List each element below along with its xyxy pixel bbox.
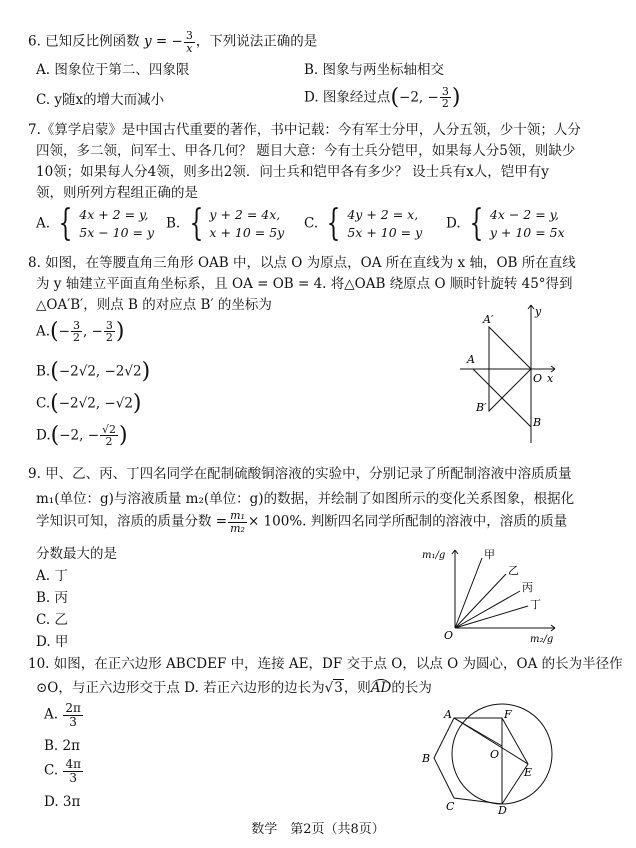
q10-option-b[interactable]: B. 2π [44,738,80,754]
q9-option-d[interactable]: D. 甲 [36,634,69,650]
q8-label-x: x [547,372,554,385]
q8-line-1: 8. 如图，在等腰直角三角形 OAB 中，以点 O 为原点，OA 所在直线为 x 轴，OB 所在直线 [28,255,576,271]
q7-line-3: 10领；如果每人分4领，则多出2领．问士兵和铠甲各有多少？ 设士兵有x人，铠甲有y [36,164,549,180]
q7-line-2: 四领，多二领，问军士、甲各几何？ 题目大意：今有士兵分铠甲，如果每人分5领，则缺少 [36,143,576,159]
q8-option-a[interactable]: A.(− $\frac{3}{2}$ , − $\frac{3}{2}$ ) [36,318,125,345]
q6-option-b[interactable]: B. 图象与两坐标轴相交 [304,62,445,78]
q10-label-f: F [504,708,512,721]
q9-line-bing [455,591,520,628]
q10-label-b: B [422,752,431,765]
q10-hexagon [434,718,528,804]
q6-function: y = − [143,33,183,50]
q8-label-y: y [535,305,542,318]
q10-option-d[interactable]: D. 3π [44,794,81,810]
q8-rotation-figure [455,303,565,448]
q8-label-b: B [533,416,542,429]
q10-line-1: 10. 如图，在正六边形 ABCDEF 中，连接 AE，DF 交于点 O，以点 O 为圆心，OA 的长为半径作 [28,656,623,672]
q10-line-2: ⊙O，与正六边形交于点 D. 若正六边形的边长为√3，则AD的长为 [36,680,432,696]
q10-label-a: A [444,708,452,721]
q10-hexagon-figure [418,702,588,820]
q9-label-yi: 乙 [508,564,519,577]
q7-option-b[interactable]: B. { y + 2 = 4x, x + 10 = 5y [166,203,285,244]
q6-stem-text-2: ，下列说法正确的是 [195,33,318,50]
q8-label-a-prime: A′ [483,313,494,326]
q9-line-4: 分数最大的是 [36,546,117,562]
q9-label-jia: 甲 [484,548,495,561]
q8-label-b-prime: B′ [476,401,487,414]
q8-label-a: A [467,353,475,366]
q7-line-4: 领，则所列方程组正确的是 [36,185,198,201]
q6-option-d[interactable]: D. 图象经过点(−2, − $\frac{3}{2}$ ) [304,84,461,111]
q6-stem [28,30,317,54]
q6-fraction: $\frac{3}{x}$ [185,29,193,55]
q6-stem-text: 6. 已知反比例函数 [28,33,140,50]
q7-option-a[interactable]: A. { 4x + 2 = y, 5x − 10 = y [36,203,155,244]
page-footer: 数学 第2页（共8页） [251,822,385,837]
q9-origin: O [444,629,454,642]
q9-line-3: 学知识可知，溶质的质量分数 = $\frac{\text{m₁}}{\text{m₂}}$ × 100%. 判断四名同学所配制的溶液中，溶质的质量 [36,509,568,535]
q8-option-c[interactable]: C.(−2√2, −√2) [36,391,142,416]
q9-line-2: m₁(单位：g)与溶液质量 m₂(单位：g)的数据，并绘制了如图所示的变化关系图象，根据化 [36,491,575,507]
q10-label-d: D [498,804,507,817]
q10-option-a[interactable]: A. $\frac{2\pi}{3}$ [44,701,81,729]
q7-option-c[interactable]: C. { 4y + 2 = x, 5x + 10 = y [304,203,423,244]
q9-option-c[interactable]: C. 乙 [36,612,68,628]
q10-label-e: E [524,766,533,779]
q9-line-1: 9. 甲、乙、丙、丁四名同学在配制硫酸铜溶液的实验中，分别记录了所配制溶液中溶质质量 [28,466,572,482]
q10-arc-ad: AD [370,680,392,696]
q6-option-a[interactable]: A. 图象位于第二、四象限 [36,62,190,78]
q8-line-3: △OA′B′，则点 B 的对应点 B′ 的坐标为 [36,297,272,313]
q9-ylabel: m₁/g [422,550,446,561]
q9-xlabel: m₂/g [530,634,554,644]
q7-option-d[interactable]: D. { 4x − 2 = y, y + 10 = 5x [446,203,565,244]
q9-mass-chart [420,546,560,644]
q9-option-a[interactable]: A. 丁 [36,568,68,584]
q9-option-b[interactable]: B. 丙 [36,590,69,606]
q10-radius-oa [454,718,502,746]
q10-option-c[interactable]: C. $\frac{4\pi}{3}$ [44,757,81,785]
q10-label-c: C [446,800,455,813]
q6-option-c[interactable]: C. y随x的增大而减小 [36,92,165,108]
q8-option-d[interactable]: D.(−2, − $\frac{√2}{2}$ ) [36,422,128,449]
q7-line-1: 7.《算学启蒙》是中国古代重要的著作，书中记载：今有军士分甲，人分五领，少十领；人分 [28,122,581,138]
q8-option-b[interactable]: B.(−2√2, −2√2) [36,359,151,384]
q9-label-ding: 丁 [530,598,541,611]
q10-label-o: O [490,748,500,761]
q9-label-bing: 丙 [522,581,533,594]
q8-line-2: 为 y 轴建立平面直角坐标系，且 OA = OB = 4. 将△OAB 绕原点 O 顺时针旋转 45°得到 [36,276,573,292]
q9-line-jia [455,558,482,628]
q8-label-o: O [533,372,543,385]
